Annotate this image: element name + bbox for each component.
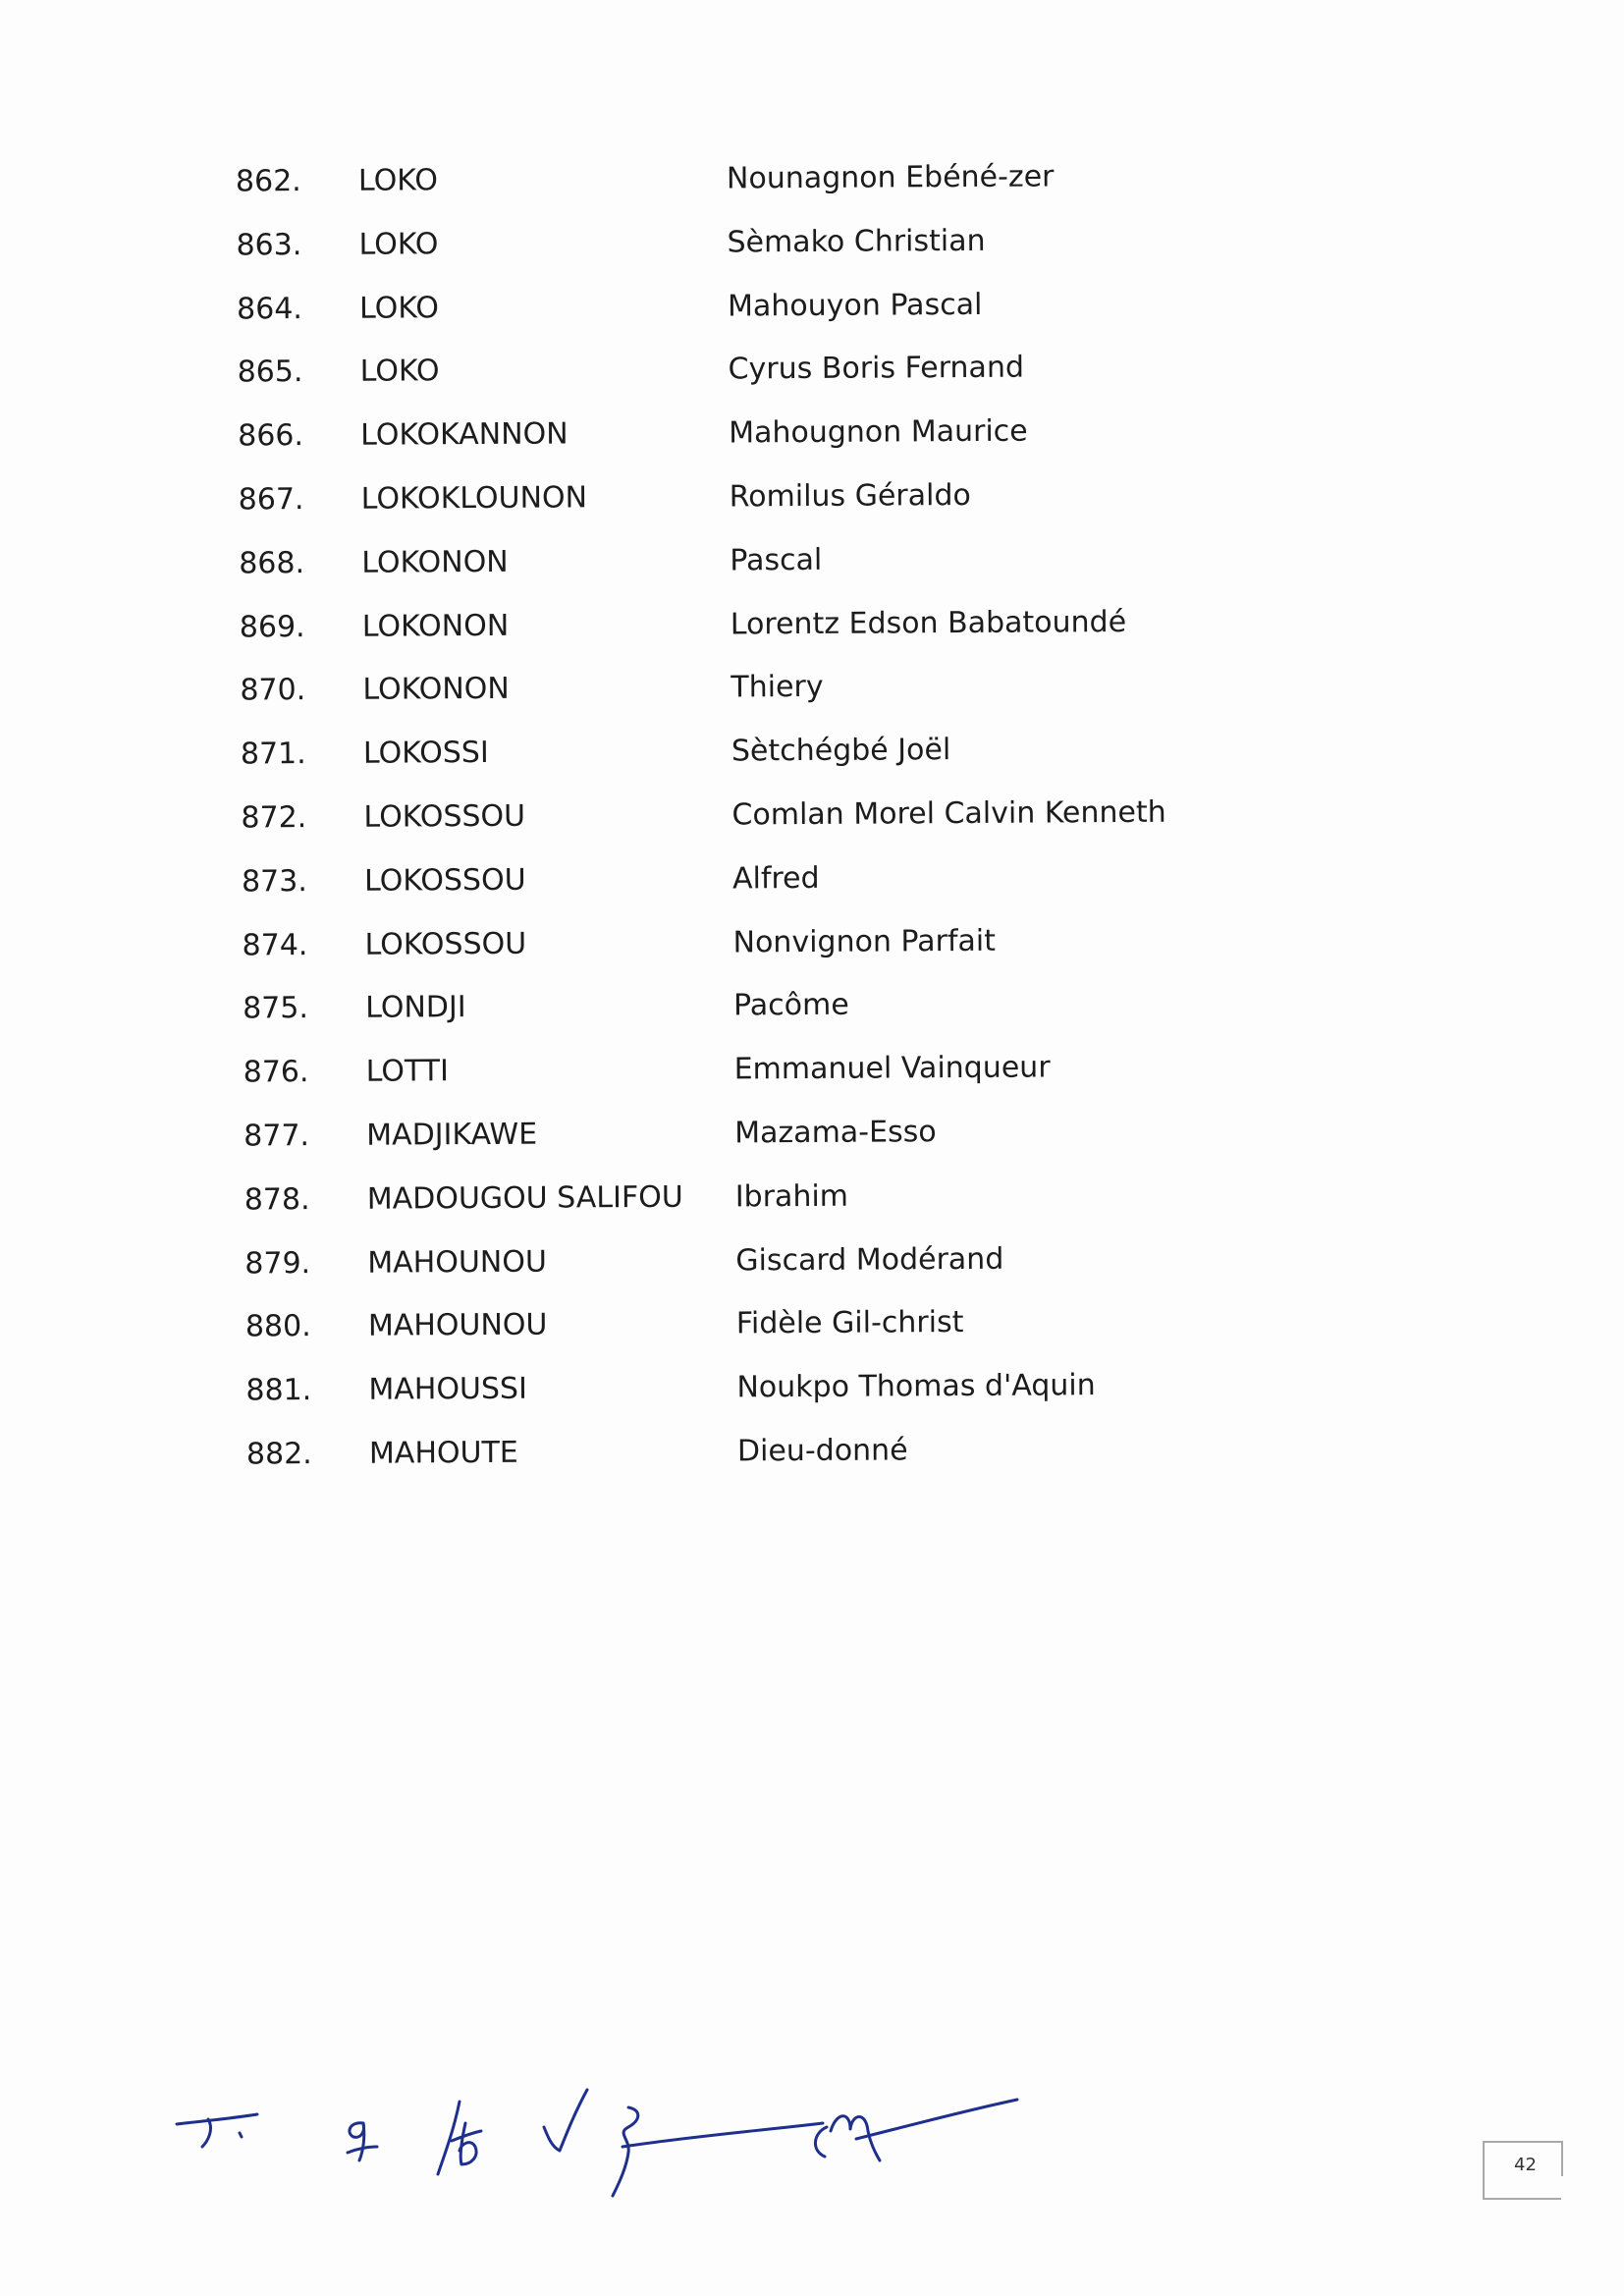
list-item: [0, 976, 1624, 1035]
handwritten-initial: [348, 2123, 377, 2160]
list-item: [0, 1422, 1624, 1481]
list-item: [0, 149, 1624, 208]
entry-surname: LOKOKLOUNON: [360, 480, 588, 517]
entry-number: 866.: [238, 418, 304, 454]
entry-number: 874.: [242, 927, 308, 963]
entry-surname: LOKOSSI: [362, 736, 489, 771]
entry-number: 867.: [238, 482, 304, 518]
page-number-box: [1483, 2141, 1561, 2200]
entry-given-names: Pacôme: [733, 988, 849, 1023]
list-item: [0, 1168, 1624, 1227]
entry-number: 868.: [239, 545, 305, 581]
entry-surname: LOKO: [359, 354, 440, 390]
entry-number: 862.: [235, 164, 301, 199]
entry-given-names: Noukpo Thomas d'Aquin: [736, 1368, 1096, 1405]
entry-number: 882.: [245, 1437, 312, 1472]
entry-given-names: Giscard Modérand: [735, 1241, 1004, 1279]
handwritten-initial: [544, 2090, 587, 2151]
list-item: [0, 276, 1624, 335]
entry-given-names: Sèmako Christian: [727, 223, 986, 260]
list-item: [0, 594, 1624, 653]
entry-surname: LOKONON: [362, 672, 510, 708]
entry-surname: MAHOUSSI: [368, 1371, 528, 1407]
entry-surname: LOKONON: [361, 608, 510, 644]
list-item: [0, 849, 1624, 908]
entry-number: 873.: [241, 863, 307, 900]
list-item: [0, 531, 1624, 590]
entry-surname: MAHOUNOU: [367, 1307, 548, 1344]
entry-given-names: Romilus Géraldo: [729, 477, 971, 515]
entry-given-names: Mahouyon Pascal: [727, 287, 983, 324]
handwritten-initial: [177, 2114, 257, 2147]
entry-number: 871.: [240, 737, 306, 772]
handwritten-signature: [613, 2107, 823, 2196]
entry-surname: LONDJI: [365, 990, 466, 1026]
entry-surname: MAHOUTE: [368, 1435, 518, 1471]
entry-surname: MAHOUNOU: [367, 1244, 547, 1281]
list-item: [0, 912, 1624, 971]
entry-number: 863.: [236, 227, 302, 263]
entry-surname: LOKOSSOU: [363, 862, 526, 899]
entry-number: 881.: [245, 1373, 312, 1408]
entry-surname: LOTTI: [365, 1054, 450, 1089]
entry-number: 865.: [237, 355, 303, 390]
list-item: [0, 786, 1624, 845]
entry-given-names: Alfred: [731, 860, 820, 897]
entry-number: 864.: [236, 291, 302, 327]
entry-given-names: Nounagnon Ebéné-zer: [726, 159, 1055, 196]
entry-surname: MADOUGOU SALIFOU: [366, 1179, 683, 1217]
entry-number: 880.: [244, 1309, 311, 1344]
entry-surname: LOKO: [358, 227, 439, 262]
list-item: [0, 1358, 1624, 1417]
entry-given-names: Emmanuel Vainqueur: [733, 1050, 1051, 1087]
entry-given-names: Cyrus Boris Fernand: [728, 351, 1025, 387]
list-item: [0, 658, 1624, 717]
entry-given-names: Comlan Morel Calvin Kenneth: [731, 794, 1166, 833]
list-item: [0, 722, 1624, 781]
entry-number: 869.: [239, 609, 305, 645]
entry-given-names: Mahougnon Maurice: [729, 413, 1028, 451]
entry-surname: LOKO: [358, 290, 440, 326]
entry-number: 870.: [240, 673, 306, 708]
entry-surname: LOKO: [357, 163, 439, 198]
handwritten-initial: [438, 2102, 481, 2174]
entry-surname: LOKOSSOU: [364, 926, 527, 962]
entry-given-names: Dieu-donné: [736, 1433, 908, 1469]
entry-given-names: Thiery: [731, 670, 824, 705]
entry-number: 879.: [244, 1245, 311, 1282]
entry-given-names: Sètchégbé Joël: [731, 733, 951, 769]
entry-number: 877.: [244, 1119, 310, 1154]
list-item: [0, 1104, 1624, 1163]
entry-surname: LOKONON: [361, 544, 509, 580]
entry-given-names: Nonvignon Parfait: [732, 923, 997, 960]
entry-surname: LOKOKANNON: [360, 416, 568, 453]
entry-number: 876.: [243, 1055, 309, 1090]
list-item: [0, 1040, 1624, 1099]
list-item: [0, 1230, 1624, 1289]
entry-given-names: Ibrahim: [734, 1178, 849, 1215]
entry-surname: LOKOSSOU: [363, 798, 526, 835]
entry-given-names: Mazama-Esso: [734, 1115, 937, 1151]
handwritten-signature: [815, 2100, 1017, 2160]
list-item: [0, 404, 1624, 463]
entry-number: 878.: [244, 1181, 310, 1218]
entry-number: 875.: [243, 991, 309, 1026]
entry-given-names: Pascal: [730, 542, 823, 578]
page-number: 42: [1514, 2155, 1537, 2175]
entry-number: 872.: [241, 800, 307, 836]
entry-surname: MADJIKAWE: [366, 1117, 538, 1153]
entry-given-names: Lorentz Edson Babatoundé: [730, 604, 1127, 642]
entry-given-names: Fidèle Gil-christ: [735, 1305, 964, 1341]
list-item: [0, 1294, 1624, 1353]
list-item: [0, 213, 1624, 272]
list-item: [0, 340, 1624, 399]
list-item: [0, 467, 1624, 526]
